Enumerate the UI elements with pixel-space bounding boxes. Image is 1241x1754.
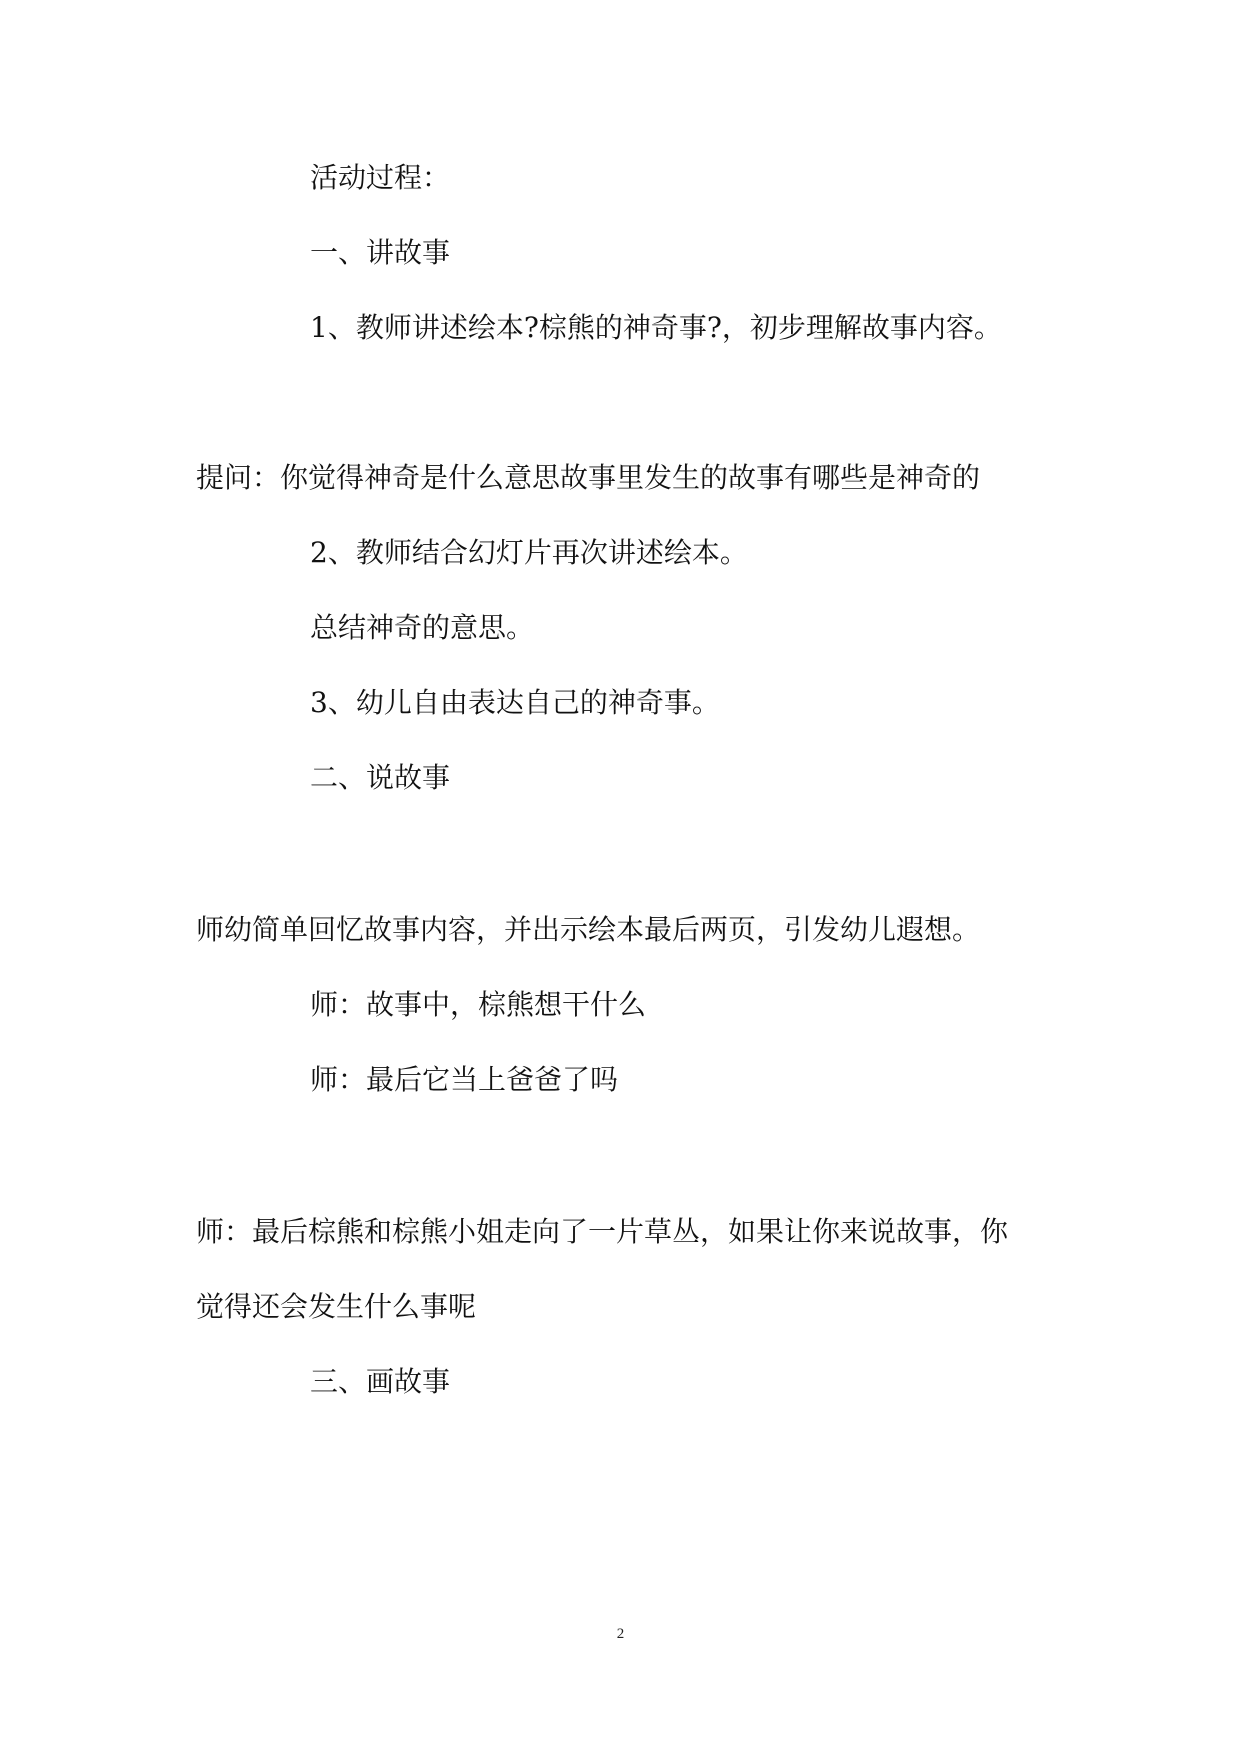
paragraph-teacher-question-3-line-1: 师：最后棕熊和棕熊小姐走向了一片草丛，如果让你来说故事，你 xyxy=(196,1215,1009,1248)
page-number: 2 xyxy=(616,1626,625,1642)
paragraph-question: 提问：你觉得神奇是什么意思故事里发生的故事有哪些是神奇的 xyxy=(196,461,981,494)
paragraph-teacher-question-3-line-2: 觉得还会发生什么事呢 xyxy=(196,1290,477,1323)
paragraph-summary: 总结神奇的意思。 xyxy=(310,611,535,644)
paragraph-recall: 师幼简单回忆故事内容，并出示绘本最后两页，引发幼儿遐想。 xyxy=(196,913,981,946)
paragraph-step-3: 3、幼儿自由表达自己的神奇事。 xyxy=(310,686,720,719)
section-heading-draw-story: 三、画故事 xyxy=(310,1365,451,1398)
paragraph-teacher-question-2: 师：最后它当上爸爸了吗 xyxy=(310,1063,619,1096)
section-heading-say-story: 二、说故事 xyxy=(310,761,451,794)
paragraph-step-1: 1、教师讲述绘本?棕熊的神奇事?，初步理解故事内容。 xyxy=(310,311,1002,344)
heading-activity-process: 活动过程： xyxy=(310,161,451,194)
section-heading-tell-story: 一、讲故事 xyxy=(310,236,451,269)
paragraph-teacher-question-1: 师：故事中，棕熊想干什么 xyxy=(310,988,647,1021)
paragraph-step-2: 2、教师结合幻灯片再次讲述绘本。 xyxy=(310,536,748,569)
